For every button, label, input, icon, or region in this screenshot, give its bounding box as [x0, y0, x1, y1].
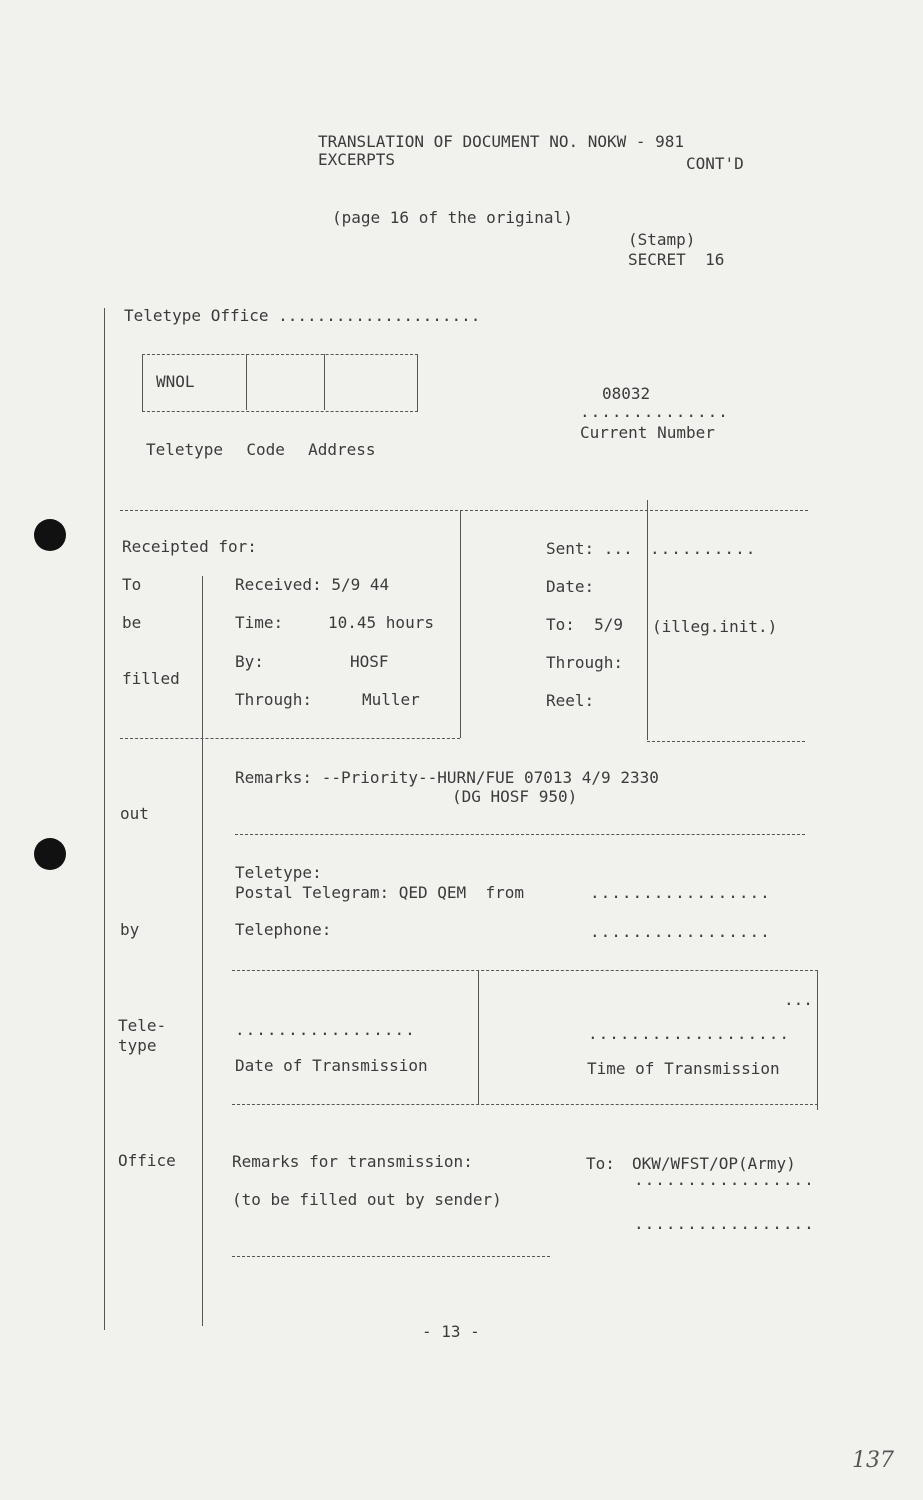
- current-number-dots: ..............: [580, 402, 729, 421]
- through-field-right: Through:: [546, 653, 624, 672]
- transmission-bottom-line: [232, 1104, 818, 1105]
- receipt-top-line: [120, 510, 808, 511]
- secret-stamp: SECRET 16: [628, 250, 725, 269]
- current-number-value: 08032: [602, 384, 651, 403]
- side-label-tele: Tele-: [118, 1016, 167, 1035]
- to-value-office: OKW/WFST/OP(Army): [632, 1154, 796, 1173]
- side-label-be: be: [122, 613, 142, 632]
- time-value: 10.45 hours: [328, 613, 434, 632]
- extra-dots: .................: [634, 1214, 815, 1233]
- transmission-right-border: [817, 970, 818, 1110]
- excerpts-label: EXCERPTS: [318, 150, 396, 169]
- contd-label: CONT'D: [686, 154, 744, 173]
- reel-field: Reel:: [546, 691, 595, 710]
- side-column-line: [202, 576, 203, 1326]
- sent-box-bottom-line: [647, 741, 805, 742]
- transmission-top-line: [232, 970, 818, 971]
- transmission-divider: [478, 970, 479, 1104]
- small-dots: ...: [784, 990, 813, 1009]
- stamp-label: (Stamp): [628, 230, 696, 249]
- time-of-transmission-dots: ...................: [588, 1024, 791, 1043]
- sent-field: Sent: ...: [546, 539, 633, 558]
- illegible-initials: (illeg.init.): [652, 617, 778, 636]
- by-label: By:: [235, 652, 264, 671]
- received-field: Received: 5/9 44: [235, 575, 390, 594]
- remarks-line-1: Remarks: --Priority--HURN/FUE 07013 4/9 2330: [235, 768, 659, 787]
- through-value: Muller: [362, 690, 420, 709]
- date-of-transmission-dots: .................: [235, 1020, 416, 1039]
- handwritten-page-number: 137: [852, 1448, 894, 1473]
- to-field: To: 5/9: [546, 615, 624, 634]
- remarks-line-2: (DG HOSF 950): [452, 787, 578, 806]
- postal-dots: .................: [590, 883, 771, 902]
- side-label-filled: filled: [122, 669, 180, 688]
- side-label-by: by: [120, 920, 140, 939]
- sender-note: (to be filled out by sender): [232, 1190, 502, 1209]
- punch-hole-top: [34, 519, 66, 551]
- side-label-type: type: [118, 1036, 157, 1055]
- time-of-transmission-label: Time of Transmission: [587, 1059, 780, 1078]
- telephone-dots: .................: [590, 922, 771, 941]
- sent-box-divider: [647, 500, 648, 740]
- teletype-label: Teletype:: [235, 863, 322, 882]
- code-box-divider-2: [324, 354, 325, 410]
- to-value-dots: .................: [634, 1170, 815, 1189]
- side-label-to: To: [122, 575, 142, 594]
- sent-dots: ..........: [650, 539, 757, 558]
- page-number: - 13 -: [422, 1322, 480, 1341]
- telephone-label: Telephone:: [235, 920, 332, 939]
- remarks-for-transmission-label: Remarks for transmission:: [232, 1152, 473, 1171]
- teletype-code-address-label: Teletype Code Address: [146, 440, 376, 459]
- to-label-office: To:: [586, 1154, 615, 1173]
- punch-hole-bottom: [34, 838, 66, 870]
- left-margin-line: [104, 308, 105, 1330]
- date-of-transmission-label: Date of Transmission: [235, 1056, 428, 1075]
- date-field: Date:: [546, 577, 595, 596]
- side-label-out: out: [120, 804, 149, 823]
- receipt-bottom-line: [120, 738, 460, 739]
- through-label: Through:: [235, 690, 313, 709]
- time-label: Time:: [235, 613, 284, 632]
- remarks-bottom-line: [235, 834, 805, 835]
- code-box-divider-1: [246, 354, 247, 410]
- document-title: TRANSLATION OF DOCUMENT NO. NOKW - 981: [318, 132, 685, 151]
- by-value: HOSF: [350, 652, 389, 671]
- receipt-middle-divider: [460, 510, 461, 738]
- postal-telegram-field: Postal Telegram: QED QEM from: [235, 883, 524, 902]
- page-note: (page 16 of the original): [332, 208, 573, 227]
- current-number-label: Current Number: [580, 423, 715, 442]
- code-box-cell-1: WNOL: [156, 372, 195, 391]
- teletype-office-label: Teletype Office .....................: [124, 306, 481, 325]
- side-label-office: Office: [118, 1151, 176, 1170]
- office-bottom-line: [232, 1256, 550, 1257]
- receipted-for-label: Receipted for:: [122, 537, 257, 556]
